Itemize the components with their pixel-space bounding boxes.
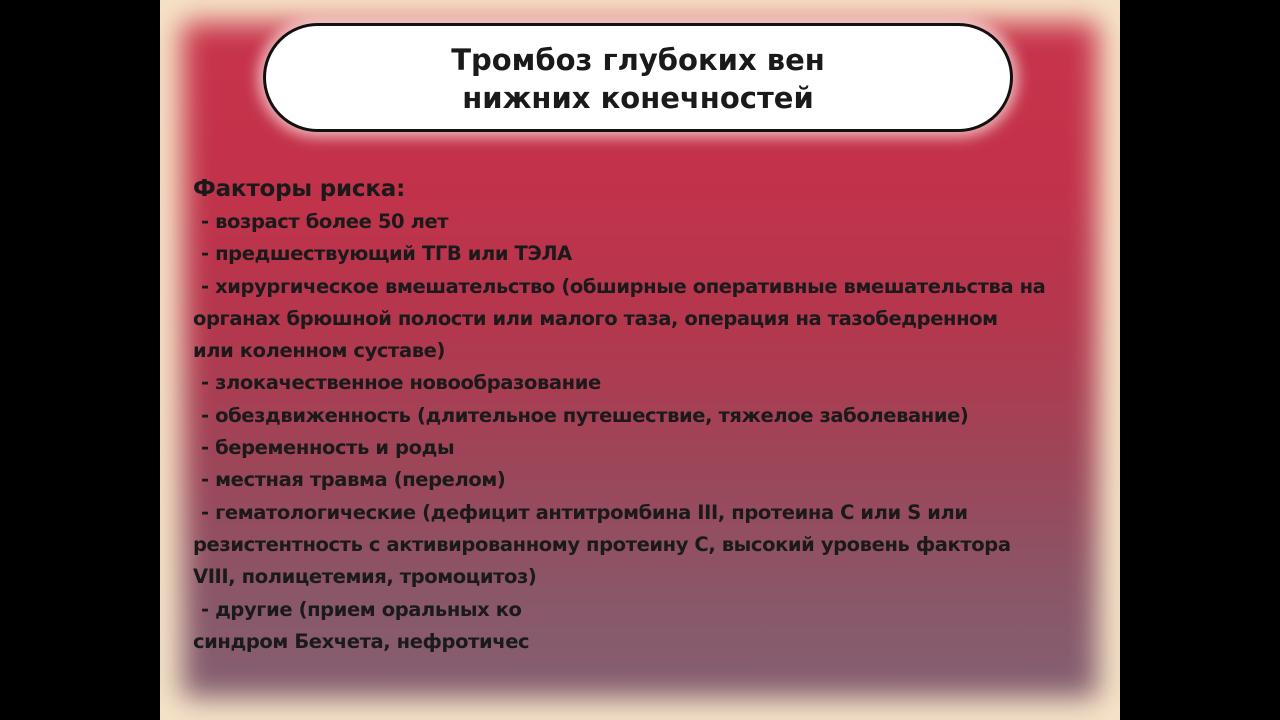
title-line-2: нижних конечностей bbox=[462, 80, 814, 115]
list-item-surgery-cont: или коленном суставе) bbox=[193, 339, 445, 363]
list-item-other-cont: синдром Бехчета, нефротичес bbox=[193, 629, 530, 653]
list-item-trauma: - местная травма (перелом) bbox=[201, 468, 506, 492]
list-item-hematologic-cont: резистентность с активированному протеину С, высокий уровень фактора bbox=[193, 532, 1011, 556]
title-line-1: Тромбоз глубоких вен bbox=[451, 42, 825, 77]
risk-factors-list bbox=[193, 172, 1093, 658]
list-item-age: - возраст более 50 лет bbox=[201, 210, 449, 233]
list-item-hematologic-cont: VIII, полицетемия, тромоцитоз) bbox=[193, 565, 537, 589]
list-item-surgery: - хирургическое вмешательство (обширные оперативные вмешательства на bbox=[201, 274, 1046, 298]
list-item-pregnancy: - беременность и роды bbox=[201, 436, 455, 460]
slide bbox=[160, 0, 1120, 720]
title-box bbox=[263, 23, 1013, 132]
list-item-prior-dvt: - предшествующий ТГВ или ТЭЛА bbox=[201, 242, 572, 266]
risk-factors-heading: Факторы риска: bbox=[193, 176, 406, 202]
slide-title bbox=[451, 41, 825, 117]
list-item-other: - другие (прием оральных ко bbox=[201, 597, 522, 621]
list-item-malignancy: - злокачественное новообразование bbox=[201, 371, 601, 395]
list-item-immobility: - обездвиженность (длительное путешествие, тяжелое заболевание) bbox=[201, 403, 969, 427]
list-item-hematologic: - гематологические (дефицит антитромбина III, протеина С или S или bbox=[201, 500, 968, 524]
list-item-surgery-cont: органах брюшной полости или малого таза, операция на тазобедренном bbox=[193, 306, 998, 330]
